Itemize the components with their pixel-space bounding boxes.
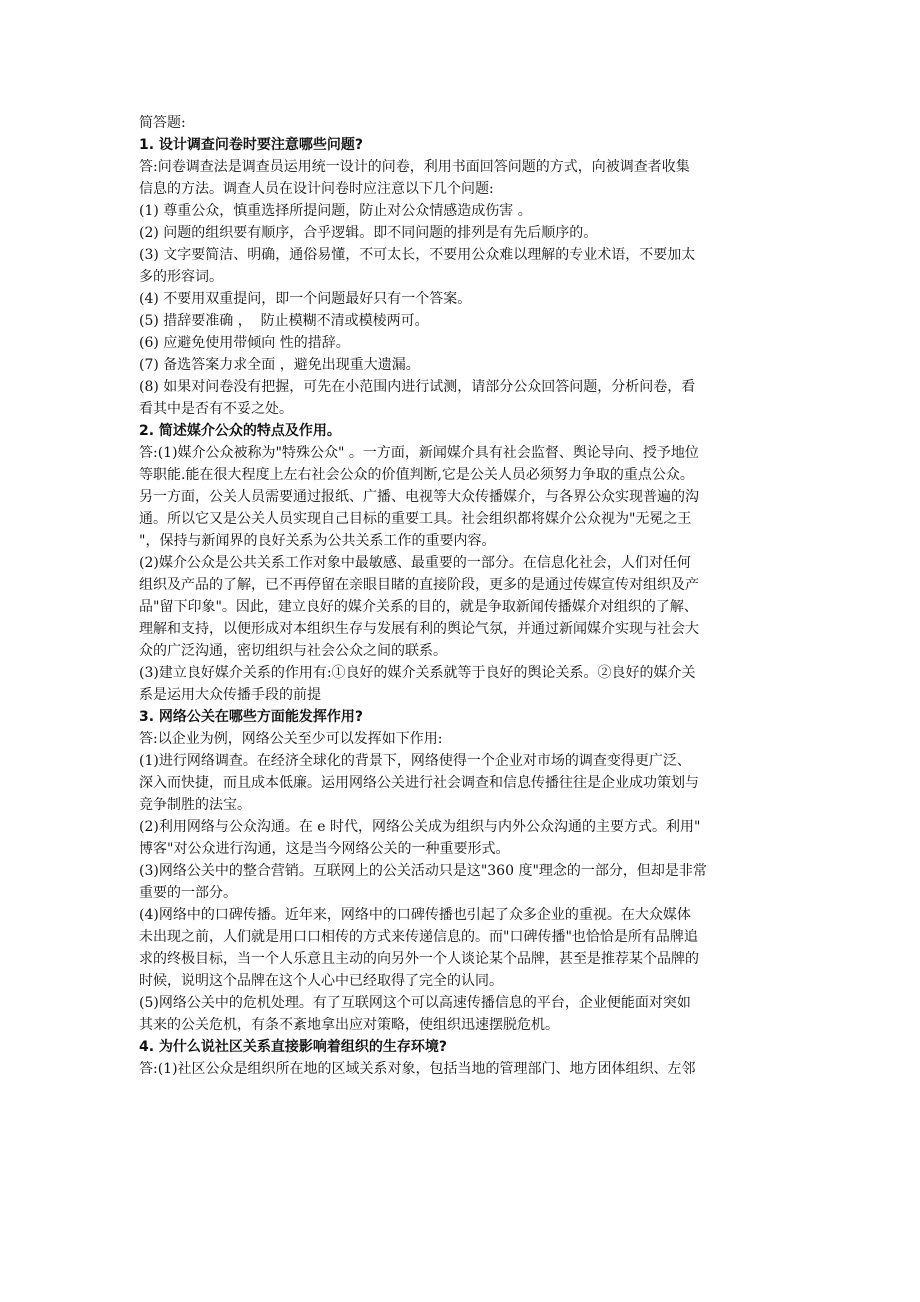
answer-2-line: 品"留下印象"。因此，建立良好的媒介关系的目的，就是争取新闻传播媒介对组织的了解、: [139, 599, 698, 615]
answer-1-item-5: (5) 措辞要准确 ， 防止模糊不清或模棱两可。: [139, 313, 429, 329]
answer-1-item-7: (7) 备选答案力求全面 ，避免出现重大遗漏。: [139, 357, 420, 373]
answer-1-item-8: (8) 如果对问卷没有把握，可先在小范围内进行试测，请部分公众回答问题，分析问卷，看: [139, 379, 696, 395]
answer-3-line: 未出现之前，人们就是用口口相传的方式来传递信息的。而"口碑传播"也恰恰是所有品牌追: [139, 929, 698, 945]
answer-2-line: 理解和支持，以便形成对本组织生存与发展有利的舆论气氛，并通过新闻媒介实现与社会大: [139, 621, 699, 637]
answer-2-line: 众的广泛沟通，密切组织与社会公众之间的联系。: [139, 643, 447, 659]
answer-1-item-3-cont: 多的形容词。: [139, 269, 223, 285]
answer-1-item-2: (2) 问题的组织要有顺序，合乎逻辑。即不同问题的排列是有先后顺序的。: [139, 225, 598, 241]
answer-3-line: 求的终极目标，当一个人乐意且主动的向另外一个人谈论某个品牌，甚至是推荐某个品牌的: [139, 951, 699, 967]
answer-3-line: (1)进行网络调查。在经济全球化的背景下，网络使得一个企业对市场的调查变得更广泛、: [139, 753, 691, 769]
answer-2-line: 通。所以它又是公关人员实现自己目标的重要工具。社会组织都将媒介公众视为"无冕之王: [139, 511, 692, 527]
answer-2-line: (3)建立良好媒介关系的作用有:①良好的媒介关系就等于良好的舆论关系。②良好的媒介关: [139, 665, 696, 681]
answer-2-line: 等职能.能在很大程度上左右社会公众的价值判断,它是公关人员必须努力争取的重点公众。: [139, 467, 694, 483]
answer-3-line: (3)网络公关中的整合营销。互联网上的公关活动只是这"360 度"理念的一部分，但却是非常: [139, 863, 707, 879]
answer-1-item-6: (6) 应避免使用带倾向 性的措辞。: [139, 335, 350, 351]
answer-3-line: (4)网络中的口碑传播。近年来，网络中的口碑传播也引起了众多企业的重视。在大众媒体: [139, 907, 691, 923]
answer-3-line: 深入而快捷，而且成本低廉。运用网络公关进行社会调查和信息传播往往是企业成功策划与: [139, 775, 699, 791]
answer-1-item-3: (3) 文字要简洁、明确，通俗易懂，不可太长，不要用公众难以理解的专业术语，不要加太: [139, 247, 696, 263]
answer-2-line: 答:(1)媒介公众被称为"特殊公众" 。一方面，新闻媒介具有社会监督、舆论导向、授予地位: [139, 445, 699, 461]
question-2-title: 2. 简述媒介公众的特点及作用。: [139, 423, 341, 439]
question-3-title: 3. 网络公关在哪些方面能发挥作用?: [139, 709, 364, 725]
answer-3-line: 博客"对公众进行沟通，这是当今网络公关的一种重要形式。: [139, 841, 510, 857]
answer-3-line: 时候，说明这个品牌在这个人心中已经取得了完全的认同。: [139, 973, 503, 989]
answer-3-line: 答:以企业为例，网络公关至少可以发挥如下作用:: [139, 731, 443, 747]
document-page: [139, 112, 786, 1080]
answer-3-line: 竞争制胜的法宝。: [139, 797, 251, 813]
answer-2-line: 另一方面，公关人员需要通过报纸、广播、电视等大众传播媒介，与各界公众实现普遍的沟: [139, 489, 699, 505]
answer-2-line: 系是运用大众传播手段的前提: [139, 687, 321, 703]
answer-2-line: (2)媒介公众是公共关系工作对象中最敏感、最重要的一部分。在信息化社会，人们对任何: [139, 555, 691, 571]
answer-1-line: 答:问卷调查法是调查员运用统一设计的问卷，利用书面回答问题的方式，向被调查者收集: [139, 159, 690, 175]
answer-3-line: (2)利用网络与公众沟通。在 e 时代，网络公关成为组织与内外公众沟通的主要方式。利用": [139, 819, 701, 835]
answer-3-line: (5)网络公关中的危机处理。有了互联网这个可以高速传播信息的平台，企业便能面对突如: [139, 995, 691, 1011]
answer-1-item-8-cont: 看其中是否有不妥之处。: [139, 401, 293, 417]
answer-3-line: 重要的一部分。: [139, 885, 237, 901]
intro-heading: 简答题:: [139, 115, 186, 131]
answer-1-item-4: (4) 不要用双重提问，即一个问题最好只有一个答案。: [139, 291, 472, 307]
question-4-title: 4. 为什么说社区关系直接影响着组织的生存环境?: [139, 1039, 448, 1055]
answer-1-item-1: (1) 尊重公众，慎重选择所提问题，防止对公众情感造成伤害 。: [139, 203, 532, 219]
answer-2-line: 组织及产品的了解，已不再停留在亲眼目睹的直接阶段，更多的是通过传媒宣传对组织及产: [139, 577, 699, 593]
answer-3-line: 其来的公关危机，有条不紊地拿出应对策略，使组织迅速摆脱危机。: [139, 1017, 559, 1033]
answer-4-line: 答:(1)社区公众是组织所在地的区域关系对象，包括当地的管理部门、地方团体组织、左邻: [139, 1061, 696, 1077]
answer-2-line: "，保持与新闻界的良好关系为公共关系工作的重要内容。: [139, 533, 496, 549]
answer-1-line: 信息的方法。调查人员在设计问卷时应注意以下几个问题:: [139, 181, 494, 197]
question-1-title: 1. 设计调查问卷时要注意哪些问题?: [139, 137, 364, 153]
